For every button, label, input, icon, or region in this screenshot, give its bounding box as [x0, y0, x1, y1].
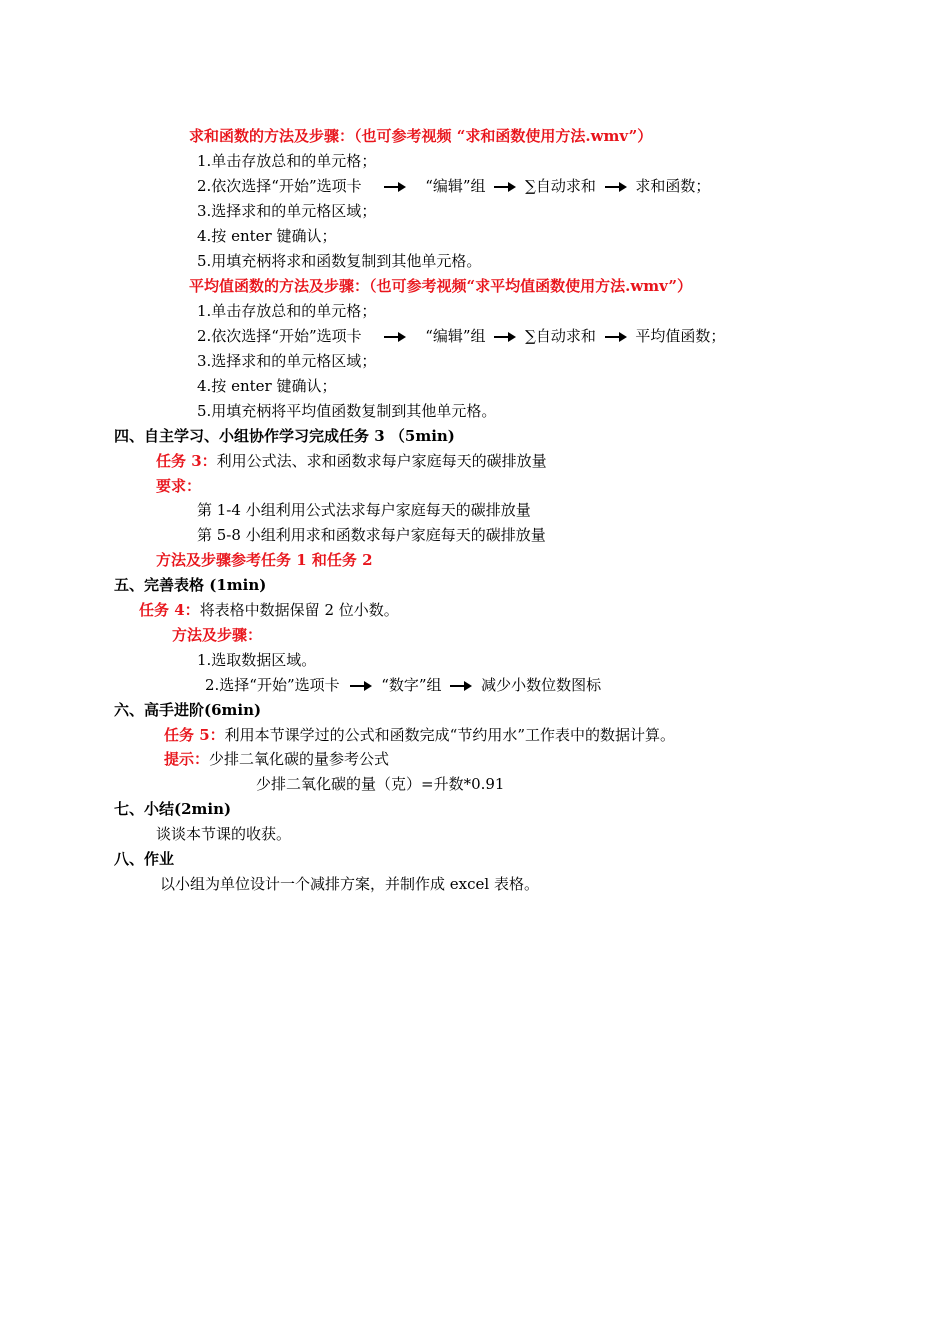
requirements-label: 要求：: [156, 477, 202, 495]
avg-step-4: 4.按 enter 键确认；: [197, 377, 337, 395]
sum-step-2-part2: “编辑”组: [425, 177, 486, 195]
sum-step-4: 4.按 enter 键确认；: [197, 227, 337, 245]
sum-step-3: 3.选择求和的单元格区域；: [197, 202, 377, 220]
avg-step-2-part4: 平均值函数；: [635, 327, 726, 345]
task-5-text: 利用本节课学过的公式和函数完成“节约用水”工作表中的数据计算。: [224, 726, 676, 744]
avg-step-2-part3: ∑自动求和: [525, 327, 596, 345]
avg-step-3: 3.选择求和的单元格区域；: [197, 352, 377, 370]
section-7-heading: 七、小结(2min): [114, 800, 232, 818]
hint-label: 提示：: [164, 750, 210, 768]
avg-method-heading: 平均值函数的方法及步骤：（也可参考视频“求平均值函数使用方法.wmv”）: [189, 277, 693, 295]
task-4-text: 将表格中数据保留 2 位小数。: [199, 601, 399, 619]
section-6-heading: 六、高手进阶(6min): [114, 701, 262, 719]
task-4-step-2-part3: 减少小数位数图标: [481, 676, 602, 694]
arrow-right-icon: [350, 680, 372, 692]
arrow-right-icon: [605, 331, 627, 343]
method-reference: 方法及步骤参考任务 1 和任务 2: [156, 551, 373, 569]
hint-line: [164, 749, 389, 769]
arrow-right-icon: [605, 181, 627, 193]
task-4-method-label: 方法及步骤：: [172, 626, 263, 644]
arrow-right-icon: [384, 181, 406, 193]
task-4-step-2-part2: “数字”组: [381, 676, 442, 694]
section-5-heading: 五、完善表格 (1min): [114, 576, 267, 594]
sum-step-2: [197, 176, 710, 196]
task-3-text: 利用公式法、求和函数求每户家庭每天的碳排放量: [216, 452, 547, 470]
task-4-label: 任务 4：: [139, 601, 200, 619]
sum-step-2-part3: ∑自动求和: [525, 177, 596, 195]
task-4-step-2-part1: 2.选择“开始”选项卡: [205, 676, 340, 694]
task-3-label: 任务 3：: [156, 452, 217, 470]
arrow-right-icon: [494, 331, 516, 343]
section-8-heading: 八、作业: [114, 850, 175, 868]
arrow-right-icon: [494, 181, 516, 193]
summary-text: 谈谈本节课的收获。: [156, 825, 292, 843]
sum-method-heading: 求和函数的方法及步骤：（也可参考视频 “求和函数使用方法.wmv”）: [189, 127, 653, 145]
formula-text: 少排二氧化碳的量（克）=升数*0.91: [256, 775, 505, 793]
task-4-step-2: [205, 675, 601, 695]
task-5-line: [164, 725, 675, 745]
sum-step-5: 5.用填充柄将求和函数复制到其他单元格。: [197, 252, 482, 270]
avg-step-2: [197, 326, 725, 346]
requirement-2: 第 5-8 小组利用求和函数求每户家庭每天的碳排放量: [197, 526, 546, 544]
task-5-label: 任务 5：: [164, 726, 225, 744]
task-4-line: [139, 600, 399, 620]
sum-step-1: 1.单击存放总和的单元格；: [197, 152, 377, 170]
sum-step-2-part1: 2.依次选择“开始”选项卡: [197, 177, 362, 195]
avg-step-1: 1.单击存放总和的单元格；: [197, 302, 377, 320]
task-4-step-1: 1.选取数据区域。: [197, 651, 317, 669]
avg-step-5: 5.用填充柄将平均值函数复制到其他单元格。: [197, 402, 497, 420]
section-4-heading: 四、自主学习、小组协作学习完成任务 3 （5min): [114, 427, 455, 445]
avg-step-2-part1: 2.依次选择“开始”选项卡: [197, 327, 362, 345]
homework-text: 以小组为单位设计一个减排方案，并制作成 excel 表格。: [160, 875, 539, 893]
hint-text: 少排二氧化碳的量参考公式: [209, 750, 390, 768]
requirement-1: 第 1-4 小组利用公式法求每户家庭每天的碳排放量: [197, 501, 531, 519]
arrow-right-icon: [384, 331, 406, 343]
arrow-right-icon: [450, 680, 472, 692]
sum-step-2-part4: 求和函数；: [635, 177, 711, 195]
avg-step-2-part2: “编辑”组: [425, 327, 486, 345]
task-3-line: [156, 451, 547, 471]
